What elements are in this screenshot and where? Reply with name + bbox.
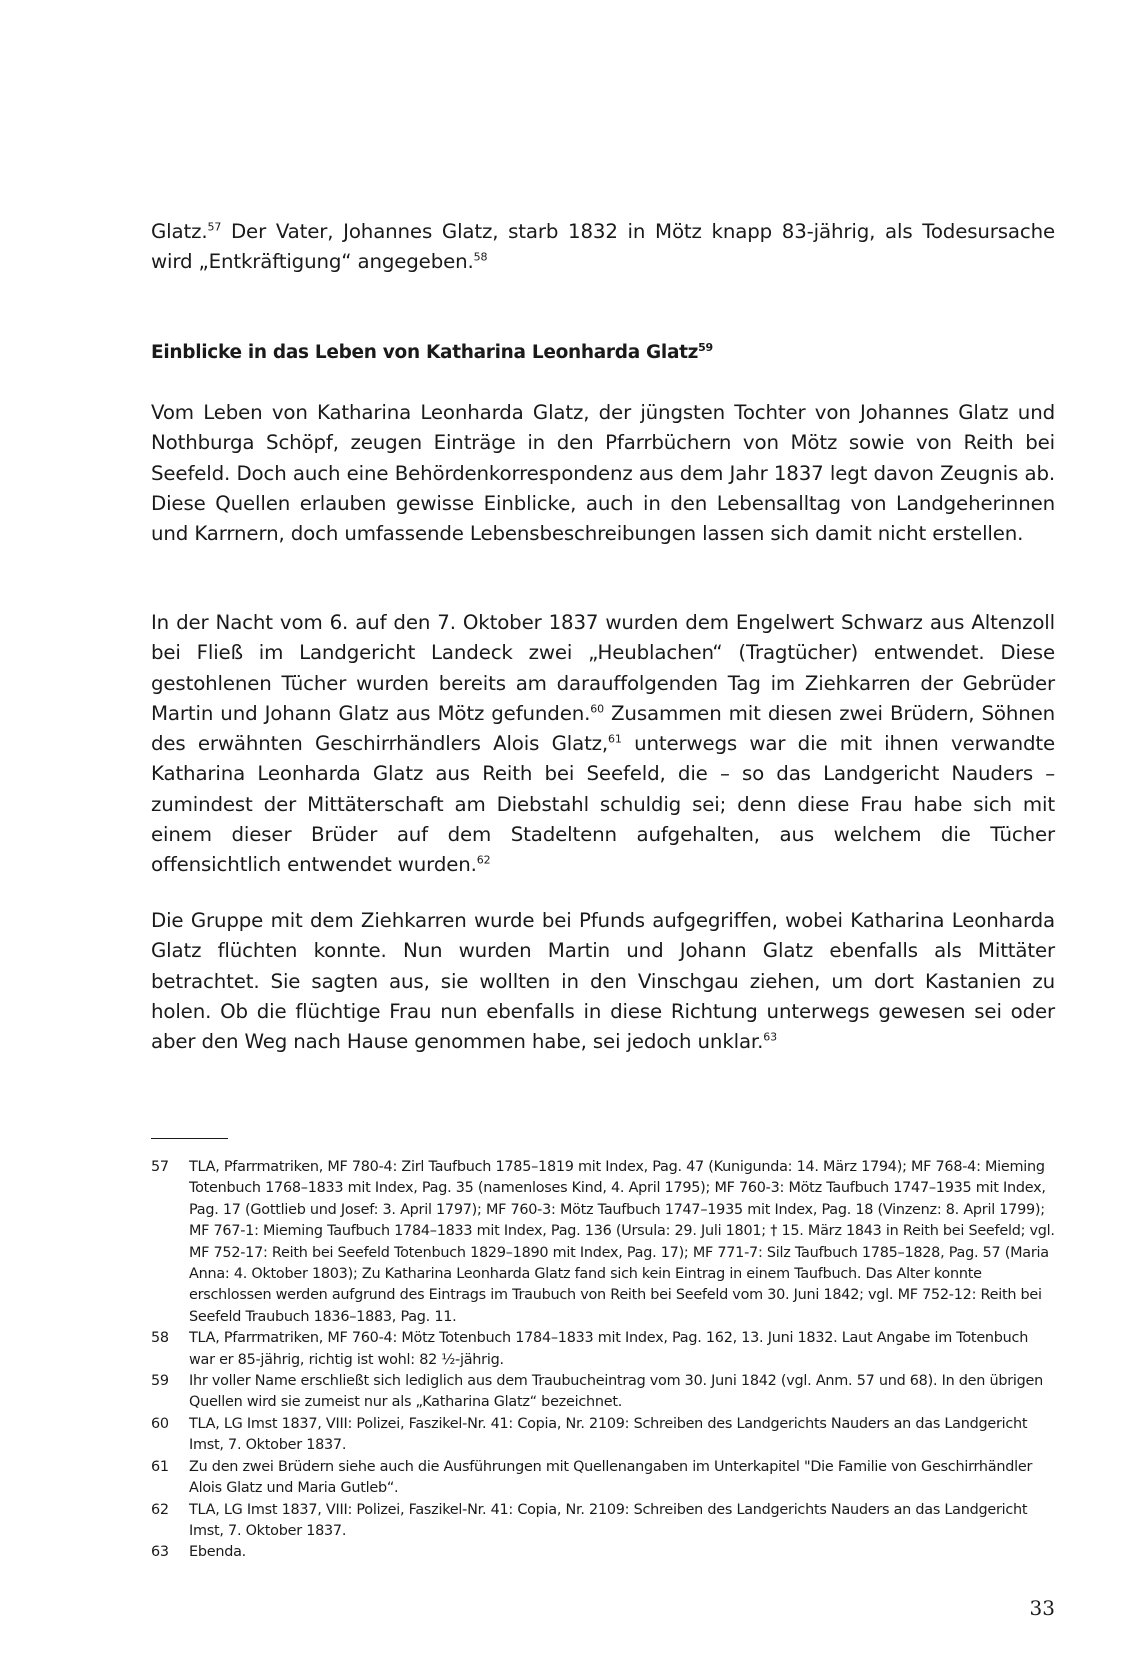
section-heading: Einblicke in das Leben von Katharina Leonharda Glatz$^{59}$ (151, 340, 713, 363)
paragraph-continuation: Glatz.$^{57}$ Der Vater, Johannes Glatz, starb 1832 in Mötz knapp 83-jährig, als Todesursache wird „Entkräftigung“ angegeben.$^{58}$ (151, 220, 1055, 274)
paragraph-intro: Vom Leben von Katharina Leonharda Glatz, der jüngsten Tochter von Johannes Glatz und Nothburga Schöpf, zeugen Einträge in den Pfarrbüchern von Mötz sowie von Reith bei Seefeld. Doch auch eine Behördenkorrespondenz aus dem Jahr 1837 legt davon Zeugnis ab. Diese Quellen erlauben gewisse Einblicke, auch in den Lebensalltag von Landgeherinnen und Karrnern, doch umfassende Lebensbeschreibungen lassen sich damit nicht erstellen. (151, 401, 1055, 546)
page-number: 33 (1029, 1596, 1055, 1620)
footnote-57 (151, 1157, 1055, 1328)
footnote-ref-60: 60 (590, 702, 604, 716)
footnote-ref-63: 63 (763, 1030, 777, 1044)
footnote-text: Ihr voller Name erschließt sich lediglich aus dem Traubucheintrag vom 30. Juni 1842 (vgl. Anm. 57 und 68). In den übrigen Quellen wird sie zumeist nur als „Katharina Glatz“ bezeichnet. (189, 1373, 1044, 1411)
footnote-60 (151, 1414, 1055, 1457)
footnote-number: 57 (151, 1159, 169, 1175)
footnote-59 (151, 1371, 1055, 1414)
footnote-text: TLA, Pfarrmatriken, MF 780-4: Zirl Taufbuch 1785–1819 mit Index, Pag. 47 (Kunigunda: 14. März 1794); MF 768-4: Mieming Totenbuch 1768–1833 mit Index, Pag. 35 (namenloses Kind, 4. April 1795); MF 760-3: Mötz Taufbuch 1747–1935 mit Index, Pag. 17 (Gottlieb und Josef: 3. April 1797); MF 760-3: Mötz Taufbuch 1747–1935 mit Index, Pag. 18 (Vinzenz: 8. April 1799); MF 767-1: Mieming Taufbuch 1784–1833 mit Index, Pag. 136 (Ursula: 29. Juli 1801; † 15. März 1843 in Reith bei Seefeld; vgl. MF 752-17: Reith bei Seefeld Totenbuch 1829–1890 mit Index, Pag. 17); MF 771-7: Silz Taufbuch 1785–1828, Pag. 57 (Maria Anna: 4. Oktober 1803); Zu Katharina Leonharda Glatz fand sich kein Eintrag in einem Taufbuch. Das Alter konnte erschlossen werden aufgrund des Eintrags im Traubuch von Reith bei Seefeld vom 30. Juni 1842; vgl. MF 752-12: Reith bei Seefeld Traubuch 1836–1883, Pag. 11. (189, 1159, 1055, 1325)
footnote-ref-59: 59 (698, 340, 713, 354)
footnote-62 (151, 1500, 1055, 1543)
footnote-61 (151, 1457, 1055, 1500)
footnote-number: 63 (151, 1544, 169, 1561)
paragraph-theft: In der Nacht vom 6. auf den 7. Oktober 1837 wurden dem Engelwert Schwarz aus Altenzoll bei Fließ im Landgericht Landeck zwei „Heublachen“ (Tragtücher) entwendet. Diese gestohlenen Tücher wurden bereits am darauffolgenden Tag im Ziehkarren der Gebrüder Martin und Johann Glatz aus Mötz gefunden.$^{60}$ Zusammen mit diesen zwei Brüdern, Söhnen des erwähnten Geschirrhändlers Alois Glatz,$^{61}$ unterwegs war die mit ihnen verwandte Katharina Leonharda Glatz aus Reith bei Seefeld, die – so das Landgericht Nauders – zumindest der Mittäterschaft am Diebstahl schuldig sei; denn diese Frau habe sich mit einem dieser Brüder auf dem Stadeltenn aufgehalten, aus welchem die Tücher offensichtlich entwendet wurden.$^{62}$ (151, 611, 1055, 877)
footnote-text: TLA, LG Imst 1837, VIII: Polizei, Faszikel-Nr. 41: Copia, Nr. 2109: Schreiben des Landgerichts Nauders an das Landgericht Imst, 7. Oktober 1837. (189, 1415, 1028, 1454)
footnote-text: Ebenda. (189, 1544, 246, 1561)
footnote-text: TLA, Pfarrmatriken, MF 760-4: Mötz Totenbuch 1784–1833 mit Index, Pag. 162, 13. Juni 1832. Laut Angabe im Totenbuch war er 85-jährig, richtig ist wohl: 82 ½-jährig. (189, 1330, 1029, 1368)
footnote-ref-61: 61 (608, 732, 622, 746)
footnote-63 (151, 1542, 1055, 1563)
footnote-number: 62 (151, 1501, 169, 1518)
book-page (151, 0, 1055, 1654)
footnote-number: 59 (151, 1373, 169, 1390)
paragraph-escape: Die Gruppe mit dem Ziehkarren wurde bei Pfunds aufgegriffen, wobei Katharina Leonharda Glatz flüchten konnte. Nun wurden Martin und Johann Glatz ebenfalls als Mittäter betrachtet. Sie sagten aus, sie wollten in den Vinschgau ziehen, um dort Kastanien zu holen. Ob die flüchtige Frau nun ebenfalls in diese Richtung unterwegs gewesen sei oder aber den Weg nach Hause genommen habe, sei jedoch unklar.$^{63}$ (151, 909, 1055, 1054)
footnote-text: Zu den zwei Brüdern siehe auch die Ausführungen mit Quellenangaben im Unterkapitel "Die Familie von Geschirrhändler Alois Glatz und Maria Gutleb“. (189, 1458, 1033, 1497)
footnote-text: TLA, LG Imst 1837, VIII: Polizei, Faszikel-Nr. 41: Copia, Nr. 2109: Schreiben des Landgerichts Nauders an das Landgericht Imst, 7. Oktober 1837. (189, 1501, 1028, 1539)
footnote-number: 61 (151, 1458, 169, 1475)
footnote-number: 60 (151, 1415, 169, 1432)
footnote-divider (151, 1138, 228, 1139)
footnote-ref-58: 58 (473, 250, 488, 264)
footnote-ref-62: 62 (476, 853, 491, 867)
footnotes (151, 1157, 1055, 1564)
footnote-ref-57: 57 (207, 220, 222, 234)
footnote-number: 58 (151, 1330, 169, 1347)
footnote-58 (151, 1328, 1055, 1371)
